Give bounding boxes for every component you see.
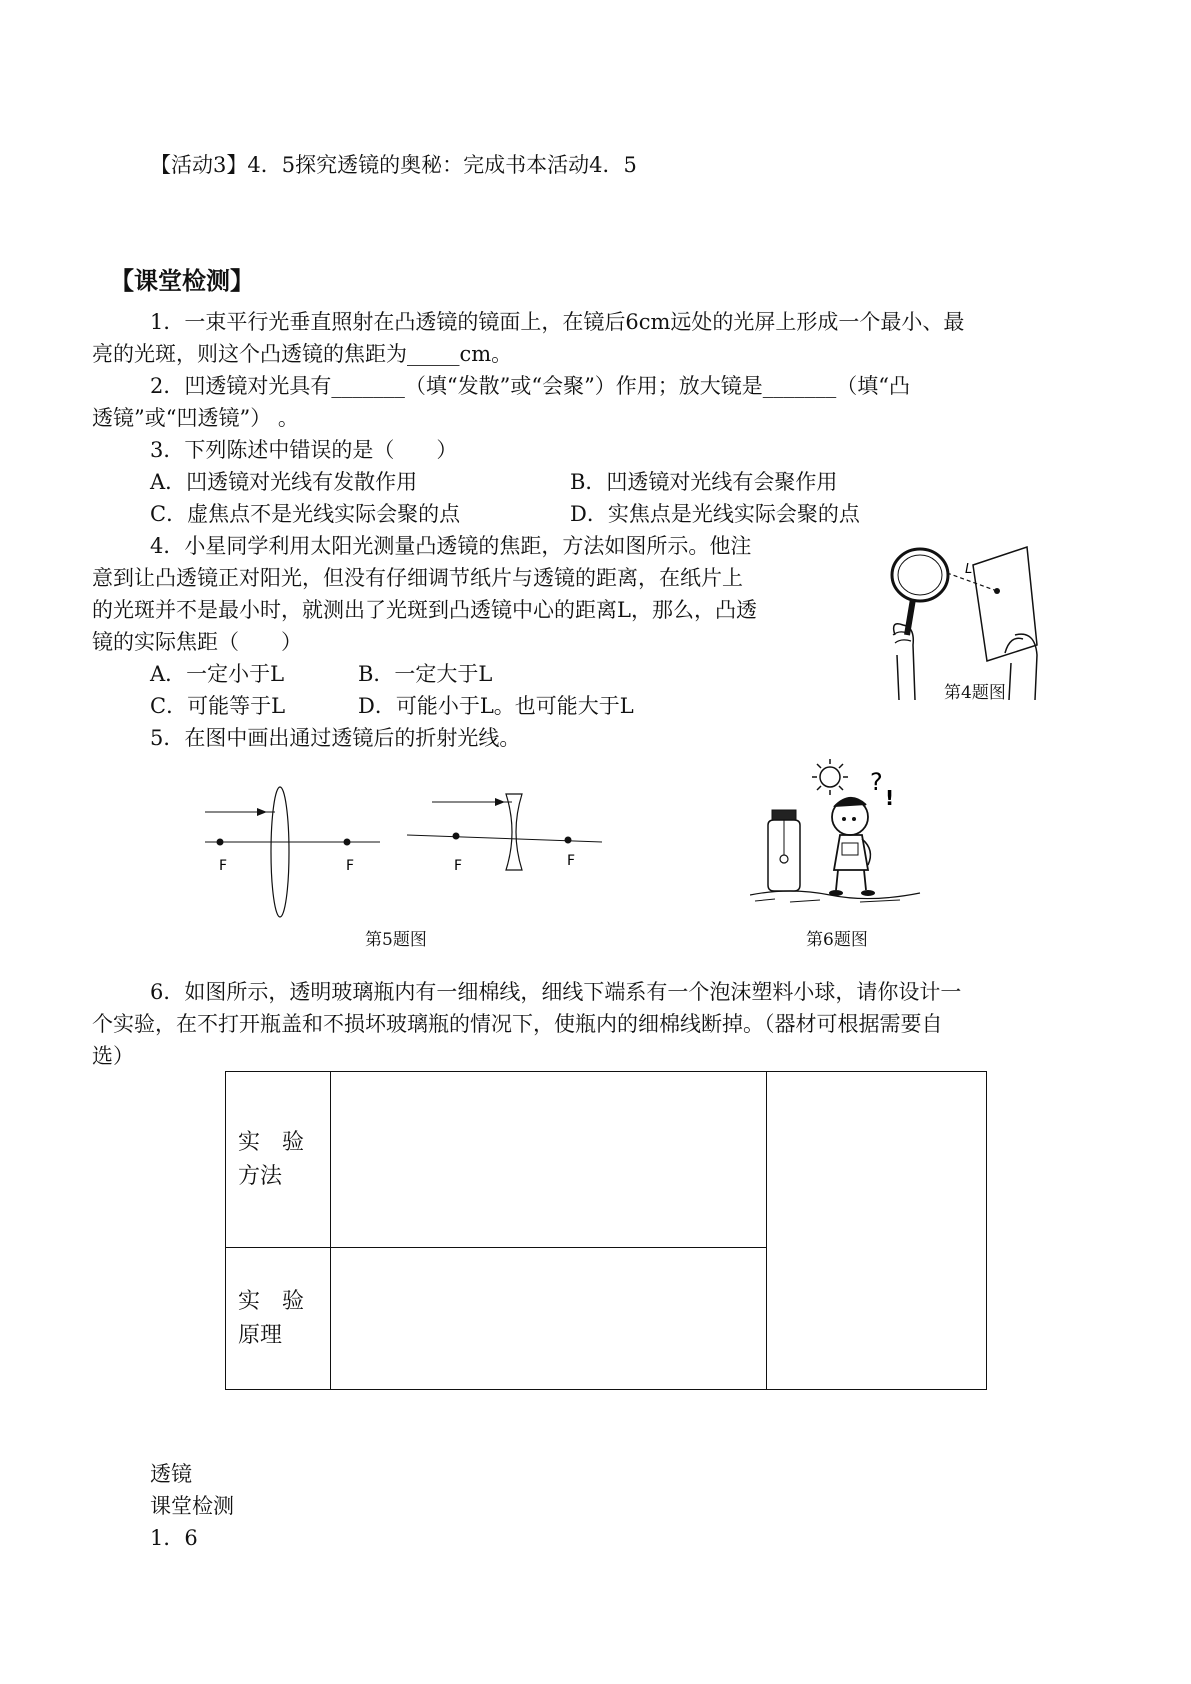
concave-lens-figure — [402, 770, 612, 890]
ray-arrow — [495, 798, 505, 806]
figure-cell — [767, 1072, 987, 1390]
focus-left — [453, 833, 460, 840]
principle-label-top: 实验 — [238, 1288, 327, 1314]
q4-option-a: A．一定小于L — [150, 662, 285, 686]
concave-lens — [506, 794, 522, 870]
focus-left — [217, 839, 224, 846]
q1-line1: 1．一束平行光垂直照射在凸透镜的镜面上，在镜后6cm远处的光屏上形成一个最小、最 — [150, 310, 965, 334]
principal-axis — [407, 835, 602, 842]
focus-label-left: F — [454, 858, 463, 874]
focus-right — [565, 837, 572, 844]
focus-label-left: F — [219, 858, 228, 874]
method-label-bottom: 方法 — [238, 1163, 283, 1189]
focus-label-right: F — [346, 858, 355, 874]
light-spot — [994, 588, 1000, 594]
paper-card — [973, 547, 1037, 661]
principle-label-bottom: 原理 — [238, 1322, 283, 1348]
q2-line2: 透镜”或“凹透镜”） 。 — [92, 406, 299, 430]
convex-lens-figure — [195, 780, 395, 920]
experiment-table — [225, 1071, 987, 1390]
q4-option-b: B．一定大于L — [358, 662, 493, 686]
ray-arrow — [257, 808, 267, 816]
q4-line4: 镜的实际焦距（ ） — [92, 630, 302, 654]
principle-label-cell — [226, 1248, 331, 1390]
q4-line3: 的光斑并不是最小时，就测出了光斑到凸透镜中心的距离L，那么，凸透 — [92, 598, 757, 622]
q2-line1: 2．凹透镜对光具有_______（填“发散”或“会聚”）作用；放大镜是_______（填“凸 — [150, 374, 911, 398]
foam-ball — [780, 855, 788, 863]
q6-line3: 选） — [92, 1044, 134, 1068]
sun-icon — [820, 767, 840, 787]
answers-line3: 1．6 — [150, 1526, 198, 1550]
q5-stem: 5．在图中画出通过透镜后的折射光线。 — [150, 726, 521, 750]
method-label-cell — [226, 1072, 331, 1248]
q4-caption: 第4题图 — [944, 683, 1006, 703]
q3-option-b: B．凹透镜对光线有会聚作用 — [570, 470, 838, 494]
jar-lid — [772, 810, 796, 820]
q3-option-a: A．凹透镜对光线有发散作用 — [150, 470, 418, 494]
focus-right — [344, 839, 351, 846]
q6-caption: 第6题图 — [806, 930, 868, 950]
focus-label-right: F — [567, 853, 576, 869]
answers-line2: 课堂检测 — [150, 1494, 234, 1518]
right-hand — [1005, 634, 1037, 700]
q4-line2: 意到让凸透镜正对阳光，但没有仔细调节纸片与透镜的距离，在纸片上 — [92, 566, 743, 590]
q3-stem: 3．下列陈述中错误的是（ ） — [150, 438, 458, 462]
q4-option-d: D．可能小于L。也可能大于L — [358, 694, 634, 718]
question-mark-icon: ? — [870, 768, 883, 796]
section-title: 【课堂检测】 — [110, 267, 254, 295]
q6-line1: 6．如图所示，透明玻璃瓶内有一细棉线，细线下端系有一个泡沫塑料小球，请你设计一 — [150, 980, 962, 1004]
magnifier-lens — [892, 549, 948, 601]
q1-line2: 亮的光斑，则这个凸透镜的焦距为_____cm。 — [92, 342, 513, 366]
q6-line2: 个实验，在不打开瓶盖和不损坏玻璃瓶的情况下，使瓶内的细棉线断掉。（器材可根据需要自 — [92, 1012, 943, 1036]
answers-line1: 透镜 — [150, 1462, 192, 1486]
q4-line1: 4．小星同学利用太阳光测量凸透镜的焦距，方法如图所示。他注 — [150, 534, 752, 558]
method-answer-cell[interactable] — [331, 1072, 767, 1248]
method-label-top: 实验 — [238, 1129, 327, 1155]
q5-caption: 第5题图 — [365, 930, 427, 950]
convex-lens — [271, 787, 289, 917]
activity-line: 【活动3】4．5探究透镜的奥秘：完成书本活动4．5 — [150, 153, 637, 177]
q4-option-c: C．可能等于L — [150, 694, 286, 718]
exclamation-icon: ! — [885, 786, 895, 810]
principle-answer-cell[interactable] — [331, 1248, 767, 1390]
left-hand — [894, 624, 915, 700]
distance-label: L — [965, 562, 973, 577]
q3-option-c: C．虚焦点不是光线实际会聚的点 — [150, 502, 461, 526]
q3-option-d: D．实焦点是光线实际会聚的点 — [570, 502, 860, 526]
q6-figure — [750, 755, 925, 905]
